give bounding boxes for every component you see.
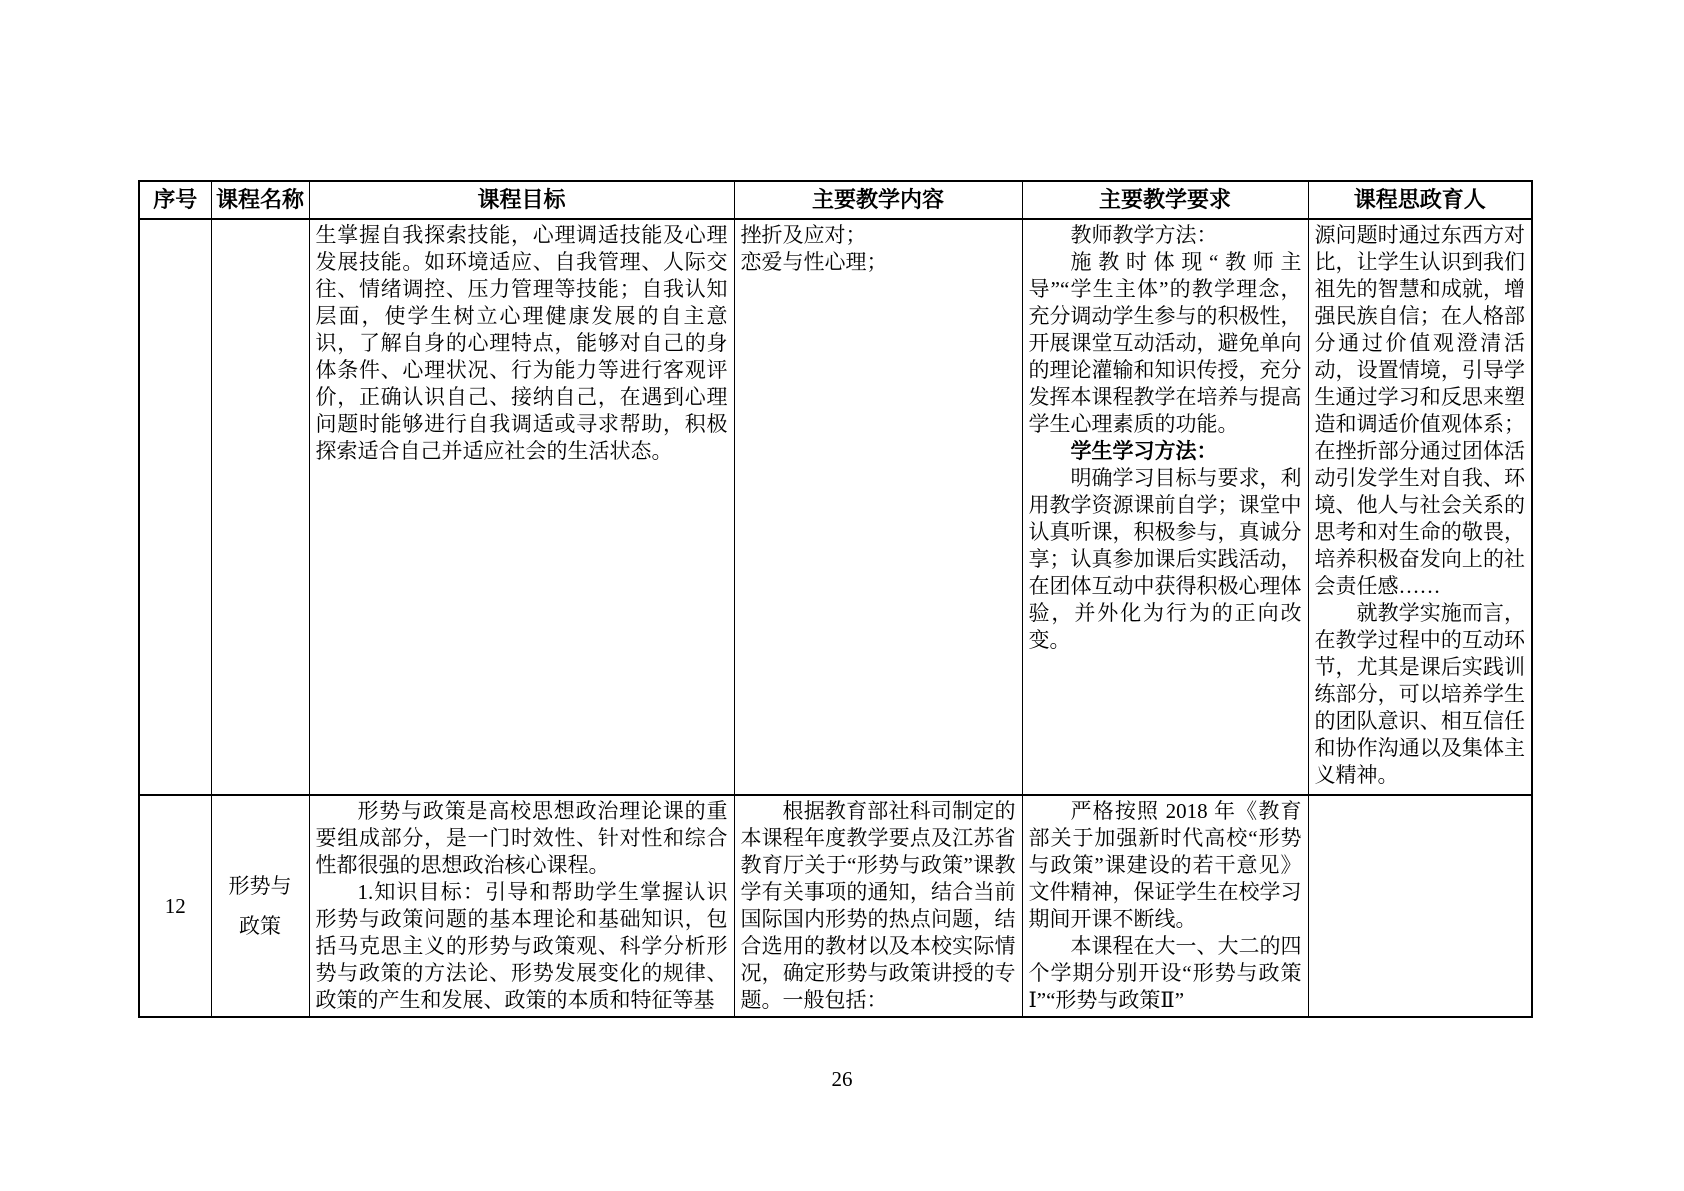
objectives-cell (309, 219, 734, 795)
course-name-line: 政策 (239, 914, 281, 938)
header-cell-content: 主要教学内容 (734, 181, 1022, 219)
table-row (139, 795, 1532, 1017)
paragraph: 严格按照 2018 年《教育部关于加强新时代高校“形势与政策”课建设的若干意见》文件精神，保证学生在校学习期间开课不断线。 (1028, 799, 1302, 931)
header-cell-requirements: 主要教学要求 (1022, 181, 1308, 219)
requirements-cell (1022, 795, 1308, 1017)
course-table (138, 180, 1533, 1018)
course-name-cell (211, 219, 309, 795)
header-cell-seq: 序号 (139, 181, 211, 219)
paragraph: 本课程在大一、大二的四个学期分别开设“形势与政策Ⅰ”“形势与政策Ⅱ” (1028, 934, 1302, 1012)
header-cell-ideology: 课程思政育人 (1308, 181, 1532, 219)
seq-cell: 12 (139, 795, 211, 1017)
seq-cell (139, 219, 211, 795)
paragraph: 生掌握自我探索技能，心理调适技能及心理发展技能。如环境适应、自我管理、人际交往、情绪调控、压力管理等技能；自我认知层面，使学生树立心理健康发展的自主意识，了解自身的心理特点，能够对自己的身体条件、心理状况、行为能力等进行客观评价，正确认识自己、接纳自己，在遇到心理问题时能够进行自我调适或寻求帮助，积极探索适合自己并适应社会的生活状态。 (315, 223, 728, 463)
paragraph: 挫折及应对； (740, 223, 867, 247)
paragraph: 源问题时通过东西方对比，让学生认识到我们祖先的智慧和成就，增强民族自信；在人格部分通过价值观澄清活动，设置情境，引导学生通过学习和反思来塑造和调适价值观体系；在挫折部分通过团体活动引发学生对自我、环境、他人与社会关系的思考和对生命的敬畏，培养积极奋发向上的社会责任感…… (1314, 223, 1525, 598)
content-cell (734, 219, 1022, 795)
paragraph: 根据教育部社科司制定的本课程年度教学要点及江苏省教育厅关于“形势与政策”课教学有关事项的通知，结合当前国际国内形势的热点问题，结合选用的教材以及本校实际情况，确定形势与政策讲授的专题。一般包括： (740, 799, 1016, 1012)
paragraph: 形势与政策是高校思想政治理论课的重要组成部分，是一门时效性、针对性和综合性都很强的思想政治核心课程。 (315, 799, 728, 877)
ideology-cell (1308, 219, 1532, 795)
course-name-line: 形势与 (228, 874, 292, 898)
header-row (139, 181, 1532, 219)
header-cell-objectives: 课程目标 (309, 181, 734, 219)
paragraph: 明确学习目标与要求，利用教学资源课前自学；课堂中认真听课，积极参与，真诚分享；认真参加课后实践活动，在团体互动中获得积极心理体验，并外化为行为的正向改变。 (1028, 466, 1302, 652)
course-name-cell (211, 795, 309, 1017)
paragraph: 学生学习方法： (1070, 439, 1218, 463)
paragraph: 施教时体现“教师主导”“学生主体”的教学理念，充分调动学生参与的积极性，开展课堂互动活动，避免单向的理论灌输和知识传授，充分发挥本课程教学在培养与提高学生心理素质的功能。 (1028, 250, 1302, 436)
paragraph: 恋爱与性心理； (740, 250, 888, 274)
paragraph: 就教学实施而言，在教学过程中的互动环节，尤其是课后实践训练部分，可以培养学生的团队意识、相互信任和协作沟通以及集体主义精神。 (1314, 601, 1525, 787)
objectives-cell (309, 795, 734, 1017)
table-row (139, 219, 1532, 795)
requirements-cell (1022, 219, 1308, 795)
page-number: 26 (831, 1067, 853, 1091)
content-cell (734, 795, 1022, 1017)
paragraph: 教师教学方法： (1070, 223, 1218, 247)
paragraph: 1.知识目标：引导和帮助学生掌握认识形势与政策问题的基本理论和基础知识，包括马克思主义的形势与政策观、科学分析形势与政策的方法论、形势发展变化的规律、政策的产生和发展、政策的本质和特征等基 (315, 880, 728, 1012)
header-cell-course-name: 课程名称 (211, 181, 309, 219)
ideology-cell (1308, 795, 1532, 1017)
